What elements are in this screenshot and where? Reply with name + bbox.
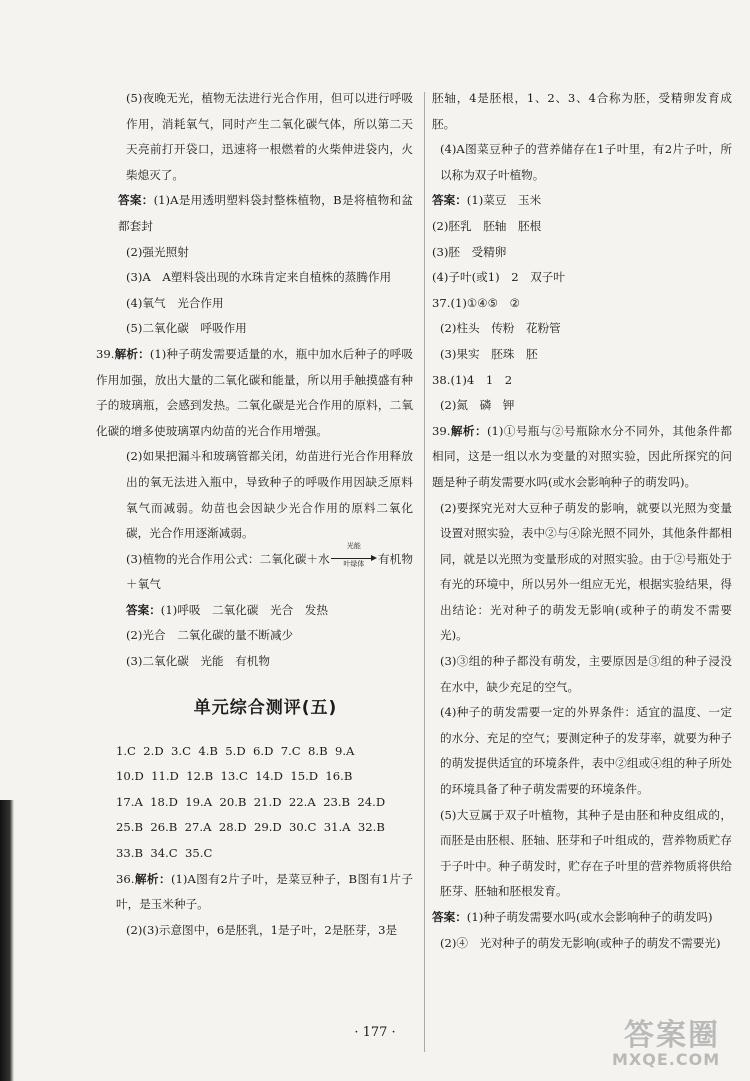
reaction-arrow bbox=[331, 541, 377, 568]
watermark-url: MXQE.COM bbox=[612, 1050, 721, 1069]
answer-label: 答案： bbox=[432, 910, 467, 924]
q38-answer-4: (4)氧气 光合作用 bbox=[126, 295, 224, 310]
arrow-condition-light: 光能 bbox=[346, 541, 361, 550]
q37-answer-1: 37.(1)①④⑤ ② bbox=[432, 295, 521, 310]
arrow-condition-chloroplast: 叶绿体 bbox=[343, 559, 365, 568]
q36-explanation-cont: 胚轴，4是胚根，1、2、3、4合称为胚，受精卵发育成胚。 bbox=[432, 91, 732, 131]
q36-answer-4: (4)子叶(或1) 2 双子叶 bbox=[432, 270, 565, 285]
mc-answers-row-2: 10.D 11.D 12.B 13.C 14.D 15.D 16.B bbox=[116, 769, 353, 784]
q38-5-explanation: (5)夜晚无光，植物无法进行光合作用，但可以进行呼吸作用，消耗氧气，同时产生二氧化碳气体，所以第二天天亮前打开袋口，迅速将一根燃着的火柴伸进袋内，火柴熄灭了。 bbox=[126, 91, 413, 182]
q36-explanation-2: (2)(3)示意图中，6是胚乳，1是子叶，2是胚芽，3是 bbox=[126, 922, 398, 937]
q39-explanation-1: 39.解析：(1)种子萌发需要适量的水，瓶中加水后种子的呼吸作用加强，放出大量的二氧化碳和能量，所以用手触摸盛有种子的玻璃瓶，会感到发热。二氧化碳是光合作用的原料，二氧化碳的增多使玻璃罩内幼苗的光合作用增强。 bbox=[96, 346, 413, 438]
q38-answer-3: (3)A A塑料袋出现的水珠肯定来自植株的蒸腾作用 bbox=[126, 270, 392, 285]
section-heading: 单元综合测评(五) bbox=[193, 697, 338, 718]
q36-answer-3: (3)胚 受精卵 bbox=[432, 244, 507, 259]
q36-explanation-1: 36.解析：(1)A图有2片子叶，是菜豆种子，B图有1片子叶，是玉米种子。 bbox=[116, 871, 413, 912]
q38-answer-2: (2)强光照射 bbox=[126, 244, 189, 259]
explanation-label: 解析： bbox=[114, 346, 150, 361]
explanation-label: 解析： bbox=[134, 871, 172, 886]
q38-answer-2: (2)氮 磷 钾 bbox=[440, 398, 515, 413]
q39-answer-3: (3)二氧化碳 光能 有机物 bbox=[126, 654, 270, 669]
q39-explanation-3: (3)植物的光合作用公式：二氧化碳＋水 光能 叶绿体 有机物＋氧气 bbox=[126, 541, 413, 592]
q39-answer-2: (2)④ 光对种子的萌发无影响(或种子的萌发不需要光) bbox=[440, 935, 721, 950]
q37-answer-2: (2)柱头 传粉 花粉管 bbox=[440, 321, 561, 336]
watermark-logo-text: 答案圈 bbox=[624, 1018, 720, 1053]
q36-explanation-4: (4)A图菜豆种子的营养储存在1子叶里，有2片子叶，所以称为双子叶植物。 bbox=[440, 142, 732, 182]
q36-answer-1: 答案：(1)菜豆 玉米 bbox=[432, 193, 542, 208]
q39-answer-2: (2)光合 二氧化碳的量不断减少 bbox=[126, 628, 294, 643]
column-divider bbox=[424, 92, 425, 1052]
right-column bbox=[432, 86, 732, 956]
q38-answer-1: 38.(1)4 1 2 bbox=[432, 372, 513, 387]
mc-answers-row-1: 1.C 2.D 3.C 4.B 5.D 6.D 7.C 8.B 9.A bbox=[116, 743, 355, 758]
watermark-logo bbox=[600, 1008, 750, 1078]
q39-answer-1: 答案：(1)种子萌发需要水吗(或水会影响种子的萌发吗) bbox=[432, 910, 713, 924]
q39-explanation-2: (2)如果把漏斗和玻璃管都关闭，幼苗进行光合作用释放出的氧无法进入瓶中，导致种子的呼吸作用因缺乏原料氧气而减弱。幼苗也会因缺少光合作用的原料二氧化碳，光合作用逐渐减弱。 bbox=[126, 449, 413, 541]
mc-answers-row-5: 33.B 34.C 35.C bbox=[116, 846, 213, 861]
q39-answer-1: 答案：(1)呼吸 二氧化碳 光合 发热 bbox=[126, 602, 328, 617]
q39-explanation-1: 39.解析：(1)①号瓶与②号瓶除水分不同外，其他条件都相同，这是一组以水为变量的对照实验，因此所探究的问题是种子萌发需要水吗(或水会影响种子的萌发吗)。 bbox=[432, 423, 732, 489]
answer-label: 答案： bbox=[126, 602, 161, 617]
q38-answer-1: 答案：(1)A是用透明塑料袋封整株植物，B是将植物和盆都套封 bbox=[118, 193, 413, 233]
explanation-label: 解析： bbox=[450, 423, 487, 438]
page-number: · 177 · bbox=[354, 1025, 396, 1040]
q37-answer-3: (3)果实 胚珠 胚 bbox=[440, 346, 538, 361]
answer-label: 答案： bbox=[118, 193, 154, 208]
q38-answer-5: (5)二氧化碳 呼吸作用 bbox=[126, 321, 247, 336]
mc-answers-row-4: 25.B 26.B 27.A 28.D 29.D 30.C 31.A 32.B bbox=[116, 820, 385, 835]
q39-explanation-5: (5)大豆属于双子叶植物，其种子是由胚和种皮组成的，而胚是由胚根、胚轴、胚芽和子叶组成的，营养物质贮存于子叶中。种子萌发时，贮存在子叶里的营养物质将供给胚芽、胚轴和胚根发育。 bbox=[440, 807, 732, 899]
q39-explanation-3: (3)③组的种子都没有萌发，主要原因是③组的种子浸没在水中，缺少充足的空气。 bbox=[440, 654, 732, 694]
answer-label: 答案： bbox=[432, 193, 467, 208]
mc-answers-row-3: 17.A 18.D 19.A 20.B 21.D 22.A 23.B 24.D bbox=[116, 794, 386, 809]
q39-explanation-4: (4)种子的萌发需要一定的外界条件：适宜的温度、一定的水分、充足的空气；要测定种子的发芽率，就要为种子的萌发提供适宜的环境条件，表中②组或④组的种子所处的环境具备了种子萌发需要的环境条件。 bbox=[440, 705, 732, 797]
q39-explanation-2: (2)要探究光对大豆种子萌发的影响，就要以光照为变量设置对照实验，表中②与④除光照不同外，其他条件都相同，就是以光照为变量形成的对照实验。由于②号瓶处于有光的环境中，所以另外一组应无光，根据实验结果，得出结论：光对种子的萌发无影响(或种子的萌发不需要光)。 bbox=[440, 500, 732, 643]
q36-answer-2: (2)胚乳 胚轴 胚根 bbox=[432, 218, 542, 233]
left-column bbox=[96, 86, 413, 943]
